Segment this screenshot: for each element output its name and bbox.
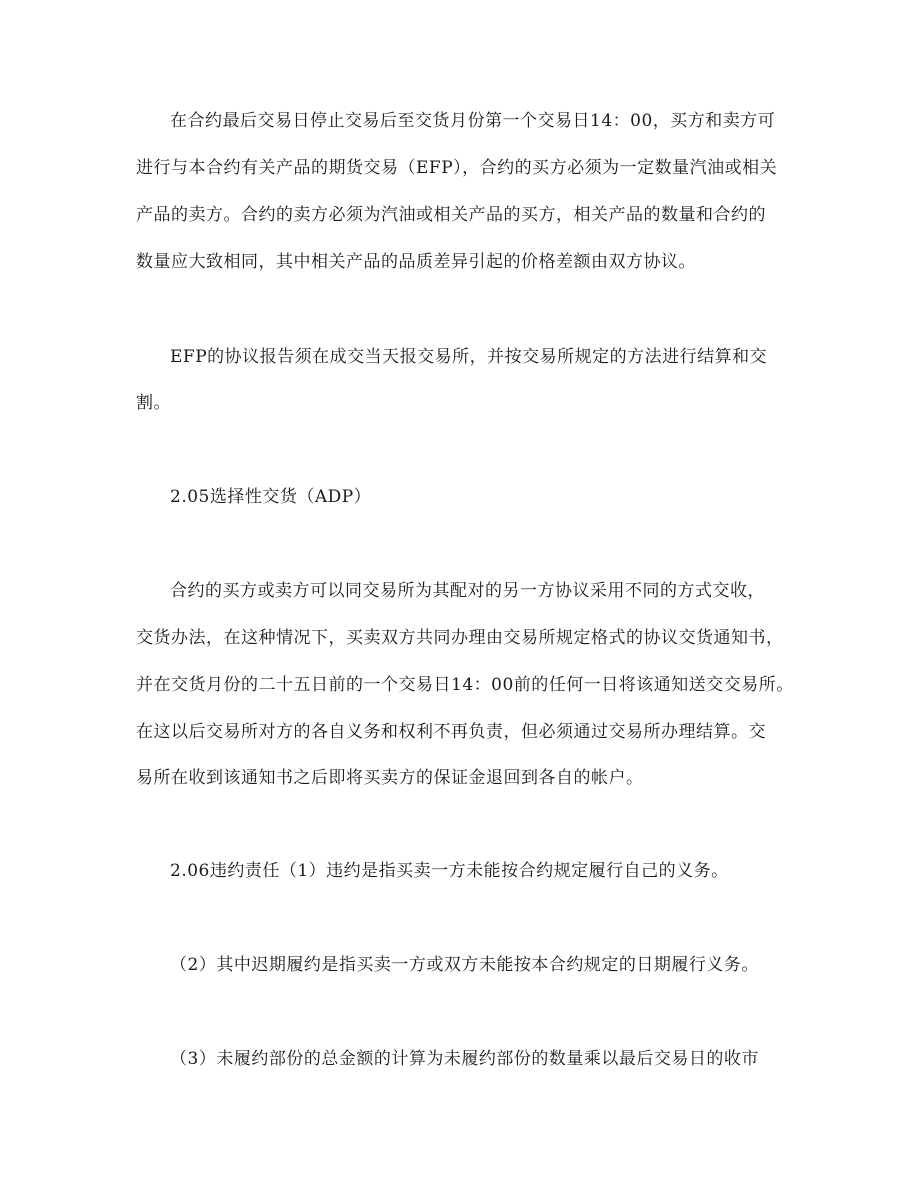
paragraph-line: 数量应大致相同，其中相关产品的品质差异引起的价格差额由双方协议。 [136, 252, 696, 272]
clause-paragraph: （3）未履约部份的总金额的计算为未履约部份的数量乘以最后交易日的收市 [170, 1049, 759, 1069]
paragraph-line: 易所在收到该通知书之后即将买卖方的保证金退回到各自的帐户。 [136, 768, 644, 788]
paragraph-line: 交货办法，在这种情况下，买卖双方共同办理由交易所规定格式的协议交货通知书， [136, 628, 784, 648]
paragraph-line: 合约的买方或卖方可以同交易所为其配对的另一方协议采用不同的方式交收， [170, 581, 765, 601]
paragraph-line: 在合约最后交易日停止交易后至交货月份第一个交易日14：00，买方和卖方可 [170, 111, 776, 131]
paragraph-line: 割。 [136, 393, 171, 413]
paragraph-line: EFP的协议报告须在成交当天报交易所，并按交易所规定的方法进行结算和交 [170, 347, 768, 367]
paragraph-line: 并在交货月份的二十五日前的一个交易日14：00前的任何一日将该通知送交交易所。 [136, 675, 794, 695]
section-paragraph: 2.06违约责任（1）违约是指买卖一方未能按合约规定履行自己的义务。 [170, 861, 729, 881]
paragraph-line: 在这以后交易所对方的各自义务和权利不再负责，但必须通过交易所办理结算。交 [136, 722, 766, 742]
paragraph-line: 产品的卖方。合约的卖方必须为汽油或相关产品的买方，相关产品的数量和合约的 [136, 205, 766, 225]
clause-paragraph: （2）其中迟期履约是指买卖一方或双方未能按本合约规定的日期履行义务。 [170, 955, 759, 975]
section-heading: 2.05选择性交货（ADP） [170, 487, 372, 507]
paragraph-line: 进行与本合约有关产品的期货交易（EFP），合约的买方必须为一定数量汽油或相关 [136, 158, 778, 178]
